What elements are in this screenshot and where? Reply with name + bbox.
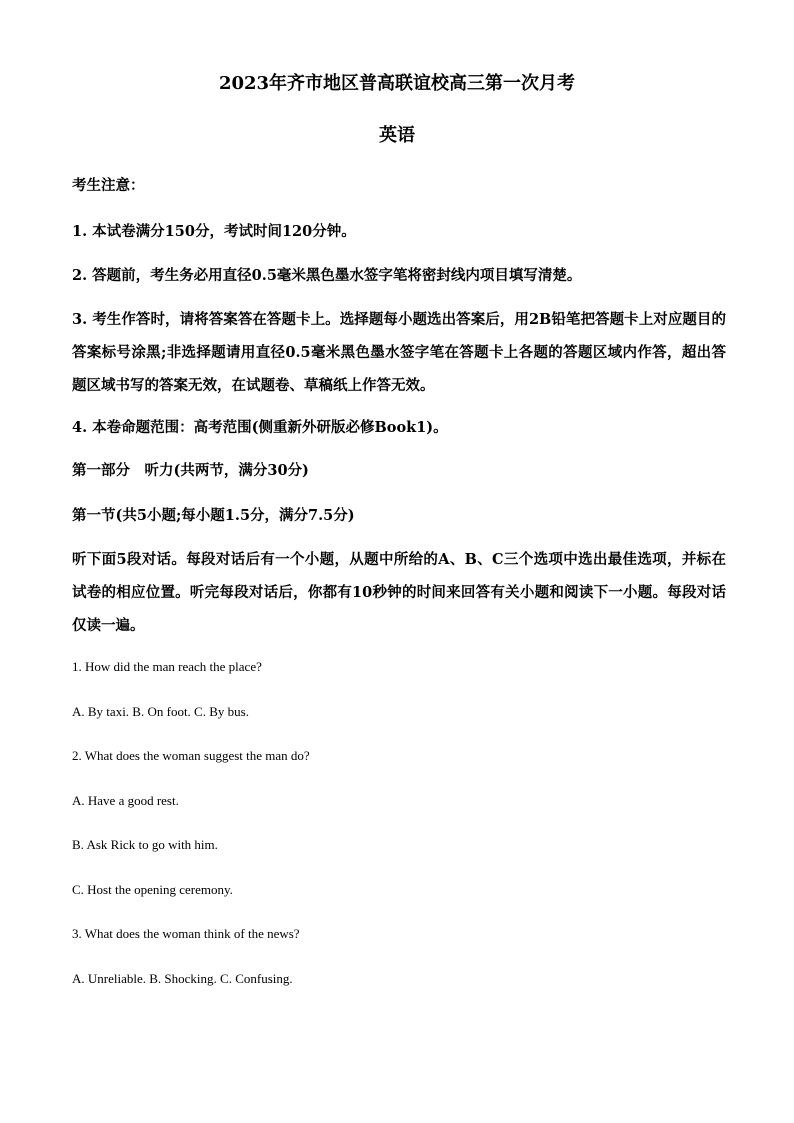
question-1: 1. How did the man reach the place? [72,659,262,674]
part1-heading: 第一部分 听力(共两节，满分30分) [72,462,309,479]
section1-heading: 第一节(共5小题;每小题1.5分，满分7.5分) [72,507,355,524]
question-3: 3. What does the woman think of the news? [72,926,300,941]
listening-instructions: 听下面5段对话。每段对话后有一个小题，从题中所给的A、B、C三个选项中选出最佳选项，并标在试卷的相应位置。听完每段对话后，你都有10秒钟的时间来回答有关小题和阅读下一小题。每段对话仅读一遍。 [72,551,726,634]
question-1-options: A. By taxi. B. On foot. C. By bus. [72,704,249,719]
notice-item-2: 2. 答题前，考生务必用直径0.5毫米黑色墨水签字笔将密封线内项目填写清楚。 [72,267,582,284]
notice-heading: 考生注意： [72,177,145,194]
question-2-option-a: A. Have a good rest. [72,793,179,808]
notice-item-1: 1. 本试卷满分150分，考试时间120分钟。 [72,223,356,240]
notice-item-3: 3. 考生作答时，请将答案答在答题卡上。选择题每小题选出答案后，用2B铅笔把答题卡上对应题目的答案标号涂黑;非选择题请用直径0.5毫米黑色墨水签字笔在答题卡上各题的答题区域内作答，超出答题区域书写的答案无效，在试题卷、草稿纸上作答无效。 [72,311,726,394]
question-2-option-c: C. Host the opening ceremony. [72,882,233,897]
question-2: 2. What does the woman suggest the man do? [72,748,310,763]
subject-title: 英语 [379,125,415,146]
question-2-option-b: B. Ask Rick to go with him. [72,837,218,852]
exam-title: 2023年齐市地区普高联谊校高三第一次月考 [218,73,576,94]
notice-item-4: 4. 本卷命题范围：高考范围(侧重新外研版必修Book1)。 [72,419,448,436]
question-3-options: A. Unreliable. B. Shocking. C. Confusing. [72,971,293,986]
